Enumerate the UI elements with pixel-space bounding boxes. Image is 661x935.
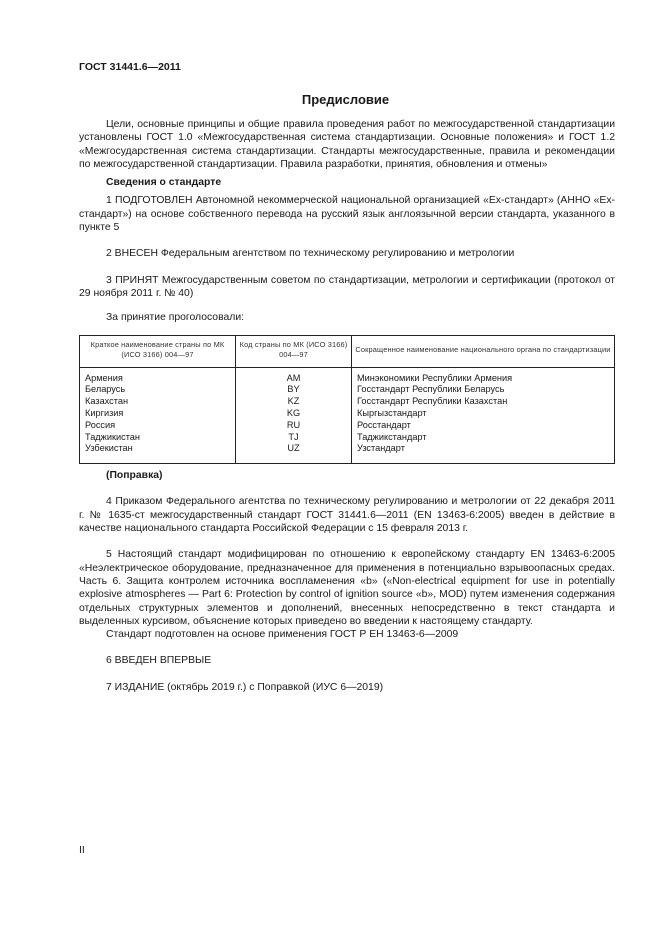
amendment-label: (Поправка) [106, 470, 163, 482]
table-row [80, 420, 615, 432]
table-row [80, 443, 615, 463]
body-cell: Госстандарт Республики Казахстан [357, 396, 508, 407]
table-row [80, 408, 615, 420]
body-cell: Таджикстандарт [357, 431, 427, 442]
table-row [80, 432, 615, 444]
country-cell: Казахстан [80, 396, 236, 408]
column-header-country: Краткое наименование страны по МК (ИСО 3166) 004—97 [80, 335, 236, 367]
code-cell: TJ [236, 432, 352, 444]
table-header-row [80, 335, 615, 367]
body-cell: Узстандарт [357, 443, 405, 454]
code-cell: KG [236, 408, 352, 420]
country-cell: Киргизия [80, 408, 236, 420]
code-cell: RU [236, 420, 352, 432]
item-2: 2 ВНЕСЕН Федеральным агентством по техническому регулированию и метрологии [106, 248, 515, 260]
code-cell: AM [236, 367, 352, 384]
item-5: 5 Настоящий стандарт модифицирован по отношению к европейскому стандарту EN 13463-6:2005 «Неэлектрическое оборудование, предназначенное для применения в потенциально взрывоопасных средах. Часть 6. Защита контролем источника воспламенения «b» («Non-electrical equipment for use in potentially explosive atmospheres — Part 6: Protection by control of ignition source «b», MOD) путем изменения содержания отдельных структурных элементов и дополнений, внесенных непосредственно в текст стандарта и выделенных курсивом, объяснение которых приведено во введении к настоящему стандарту. [79, 549, 615, 627]
table-row [80, 367, 615, 384]
table-row [80, 396, 615, 408]
body-cell: Госстандарт Республики Беларусь [357, 384, 505, 395]
item-1: 1 ПОДГОТОВЛЕН Автономной некоммерческой национальной организацией «Ех-стандарт» (АННО «Ех-стандарт») на основе собственного перевода на русский язык англоязычной версии стандарта, указанного в пункте 5 [79, 195, 615, 234]
code-cell: KZ [236, 396, 352, 408]
standard-info-heading: Сведения о стандарте [106, 177, 222, 189]
body-cell: Росстандарт [357, 419, 411, 430]
intro-paragraph: Цели, основные принципы и общие правила проведения работ по межгосударственной стандартизации установлены ГОСТ 1.0 «Межгосударственная система стандартизации. Основные положения» и ГОСТ 1.2 «Межгосударственная система стандартизации. Стандарты межгосударственные, правила и рекомендации по межгосударственной стандартизации. Правила разработки, принятия, обновления и отмены» [79, 119, 615, 170]
column-header-body: Сокращенное наименование национального органа по стандартизации [352, 335, 615, 367]
document-body [79, 118, 615, 694]
item-5-note: Стандарт подготовлен на основе применения ГОСТ Р ЕН 13463-6—2009 [106, 629, 459, 641]
table-row [80, 384, 615, 396]
item-7: 7 ИЗДАНИЕ (октябрь 2019 г.) с Поправкой (ИУС 6—2019) [106, 681, 384, 693]
page-number: II [79, 844, 85, 856]
item-3: 3 ПРИНЯТ Межгосударственным советом по стандартизации, метрологии и сертификации (протокол от 29 ноября 2011 г. № 40) [79, 274, 615, 299]
document-header: ГОСТ 31441.6—2011 [79, 61, 181, 73]
vote-label: За принятие проголосовали: [106, 312, 245, 324]
page-title: Предисловие [301, 92, 390, 107]
voting-table [79, 335, 615, 465]
item-4: 4 Приказом Федерального агентства по техническому регулированию и метрологии от 22 декабря 2011 г. № 1635-ст межгосударственный стандарт ГОСТ 31441.6—2011 (EN 13463-6:2005) введен в действие в качестве национального стандарта Российской Федерации с 15 февраля 2013 г. [79, 496, 615, 535]
country-cell: Беларусь [80, 384, 236, 396]
country-cell: Армения [80, 367, 236, 384]
body-cell: Минэкономики Республики Армения [357, 372, 513, 383]
body-cell: Кыргызстандарт [357, 407, 427, 418]
country-cell: Россия [80, 420, 236, 432]
item-6: 6 ВВЕДЕН ВПЕРВЫЕ [106, 655, 212, 667]
code-cell: UZ [236, 443, 352, 463]
country-cell: Таджикистан [80, 432, 236, 444]
code-cell: BY [236, 384, 352, 396]
column-header-code: Код страны по МК (ИСО 3166) 004—97 [236, 335, 352, 367]
country-cell: Узбекистан [80, 443, 236, 463]
